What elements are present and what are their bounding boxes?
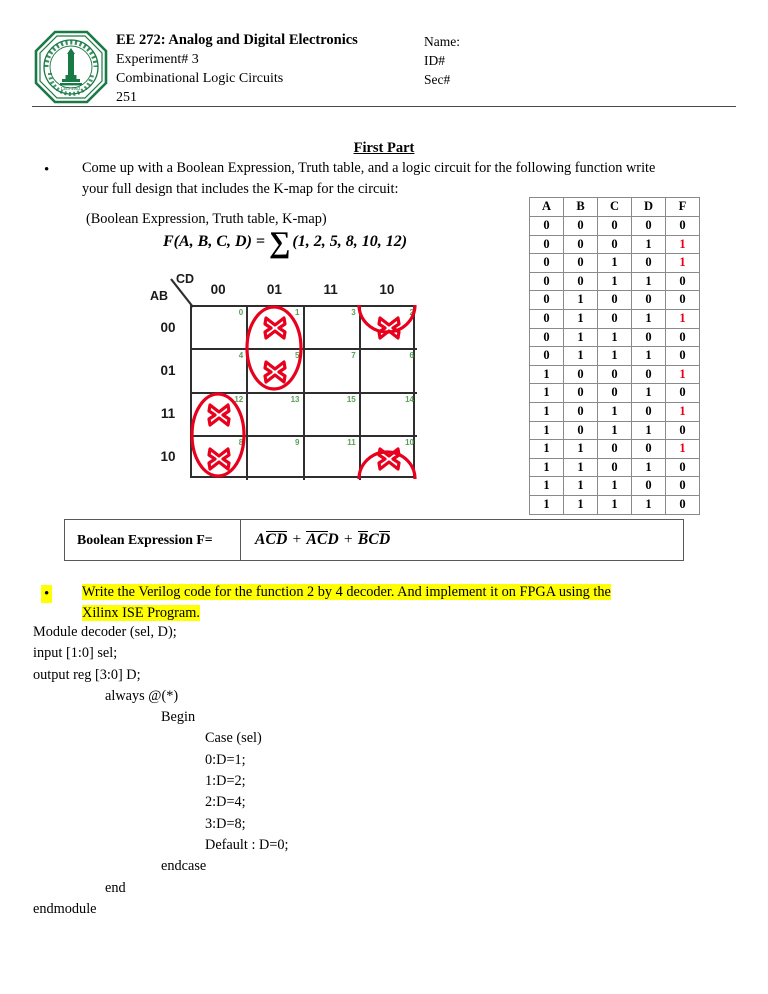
kmap-row-header: AB (150, 289, 169, 303)
truth-table-header-c: C (598, 198, 632, 217)
truth-table-cell-d: 1 (632, 495, 666, 514)
truth-table-cell-c: 1 (598, 402, 632, 421)
truth-table-header-row (530, 198, 700, 217)
code-line-begin: Begin (161, 709, 196, 726)
truth-table-cell-b: 0 (564, 254, 598, 273)
kmap-cell-9 (248, 437, 304, 480)
truth-table-cell-d: 1 (632, 235, 666, 254)
truth-table-cell-d: 0 (632, 365, 666, 384)
kmap-cell-index: 12 (234, 394, 244, 404)
truth-table-cell-f: 0 (666, 495, 700, 514)
truth-table-cell-f: 0 (666, 384, 700, 403)
kmap-cell-index: 2 (409, 308, 414, 317)
truth-table-cell-d: 0 (632, 254, 666, 273)
table-row (530, 384, 700, 403)
header-divider (32, 106, 736, 107)
kmap-cell-8 (192, 437, 248, 480)
function-lhs: F(A, B, C, D) = (163, 233, 266, 250)
truth-table-cell-b: 0 (564, 384, 598, 403)
kmap-cell-index: 7 (351, 351, 356, 361)
truth-table-cell-c: 1 (598, 477, 632, 496)
kmap-cell-11 (305, 437, 361, 480)
boolean-expression-value (241, 531, 390, 549)
bool-term3-b: B (357, 531, 369, 548)
table-row (530, 402, 700, 421)
truth-table-cell-c: 0 (598, 235, 632, 254)
bullet-marker-icon: • (44, 162, 50, 178)
kmap-cell-index: 15 (346, 394, 356, 404)
boolean-expression-label: Boolean Expression F= (65, 520, 241, 560)
bullet-text: Come up with a Boolean Expression, Truth table, and a logic circuit for the following function write your full design that includes the K-map for the circuit: (82, 160, 656, 197)
kmap-cell-index: 13 (290, 394, 300, 404)
kmap-cell-14 (361, 394, 417, 437)
kmap-col-label-1: 01 (266, 282, 282, 297)
truth-table-cell-b: 1 (564, 291, 598, 310)
truth-table-cell-b: 1 (564, 458, 598, 477)
bool-term3-c: C (368, 531, 379, 548)
function-equation (163, 226, 408, 259)
function-minterms: (1, 2, 5, 8, 10, 12) (292, 233, 408, 250)
truth-table-cell-f: 1 (666, 365, 700, 384)
truth-table-header-a: A (530, 198, 564, 217)
kmap-cell-index: 1 (295, 308, 300, 317)
truth-table-header-d: D (632, 198, 666, 217)
bullet-marker-icon: • (41, 585, 52, 603)
truth-table-cell-a: 0 (530, 291, 564, 310)
truth-table-cell-c: 0 (598, 458, 632, 477)
kmap-cell-index: 10 (405, 437, 414, 447)
truth-table-cell-b: 0 (564, 272, 598, 291)
field-id-label: ID# (424, 53, 445, 68)
truth-table-cell-c: 0 (598, 365, 632, 384)
truth-table-cell-d: 0 (632, 440, 666, 459)
kmap-cell-10 (361, 437, 417, 480)
kmap-cell-index: 0 (238, 308, 244, 317)
truth-table-cell-b: 0 (564, 365, 598, 384)
truth-table-cell-c: 0 (598, 309, 632, 328)
kmap-cell-index: 5 (295, 351, 300, 361)
kmap-col-label-3: 10 (379, 282, 395, 297)
code-line-case-0: 0:D=1; (205, 751, 246, 768)
course-title: EE 272: Analog and Digital Electronics (116, 32, 358, 48)
table-row (530, 477, 700, 496)
truth-table-cell-d: 0 (632, 477, 666, 496)
table-row (530, 309, 700, 328)
bool-term1-a: A (255, 531, 266, 548)
table-row (530, 347, 700, 366)
table-row (530, 235, 700, 254)
truth-table-cell-a: 0 (530, 254, 564, 273)
table-row (530, 254, 700, 273)
truth-table-cell-b: 0 (564, 421, 598, 440)
table-row (530, 421, 700, 440)
truth-table-cell-c: 1 (598, 421, 632, 440)
truth-table-cell-c: 1 (598, 328, 632, 347)
field-name-label: Name: (424, 34, 460, 49)
truth-table-cell-a: 1 (530, 384, 564, 403)
truth-table-cell-c: 1 (598, 272, 632, 291)
kmap-grid (190, 305, 415, 478)
truth-table-cell-f: 0 (666, 458, 700, 477)
truth-table-cell-f: 1 (666, 309, 700, 328)
truth-table-header-b: B (564, 198, 598, 217)
truth-table (529, 197, 700, 515)
kmap-cell-index: 4 (238, 351, 244, 361)
kmap-x-mark-icon (262, 359, 288, 385)
truth-table-cell-a: 0 (530, 272, 564, 291)
table-row (530, 291, 700, 310)
field-sec-label: Sec# (424, 72, 451, 87)
truth-table-cell-d: 1 (632, 272, 666, 291)
truth-table-cell-b: 1 (564, 328, 598, 347)
truth-table-header-f: F (666, 198, 700, 217)
table-row (530, 217, 700, 236)
truth-table-cell-f: 0 (666, 328, 700, 347)
truth-table-cell-f: 1 (666, 440, 700, 459)
truth-table-cell-a: 0 (530, 309, 564, 328)
header-student-fields (424, 32, 624, 89)
kmap-row-label-1: 01 (160, 363, 176, 378)
truth-table-cell-d: 1 (632, 347, 666, 366)
truth-table-cell-d: 0 (632, 402, 666, 421)
truth-table-cell-c: 1 (598, 347, 632, 366)
code-line-case-2: 2:D=4; (205, 794, 246, 811)
truth-table-cell-f: 0 (666, 421, 700, 440)
kmap-x-mark-icon (262, 315, 288, 341)
truth-table-cell-c: 0 (598, 384, 632, 403)
code-line-case-3: 3:D=8; (205, 815, 246, 832)
bullet2-text (82, 582, 676, 624)
truth-table-cell-a: 0 (530, 347, 564, 366)
truth-table-cell-b: 1 (564, 440, 598, 459)
truth-table-cell-c: 1 (598, 254, 632, 273)
bool-term1-bar: CD (265, 531, 288, 548)
table-row (530, 440, 700, 459)
truth-table-cell-f: 0 (666, 217, 700, 236)
truth-table-cell-b: 1 (564, 477, 598, 496)
truth-table-cell-d: 0 (632, 291, 666, 310)
truth-table-cell-f: 0 (666, 477, 700, 496)
code-line-default: Default : D=0; (205, 836, 289, 853)
truth-table-cell-c: 0 (598, 217, 632, 236)
truth-table-cell-f: 1 (666, 254, 700, 273)
table-row (530, 458, 700, 477)
truth-table-cell-a: 1 (530, 458, 564, 477)
bool-plus-1: + (292, 531, 302, 548)
truth-table-cell-a: 1 (530, 440, 564, 459)
kmap-row-label-2: 11 (160, 406, 176, 421)
section-title-text: First Part (353, 140, 415, 156)
kmap-row-label-0: 00 (160, 320, 176, 335)
kmap-cell-2 (361, 307, 417, 350)
experiment-line: Experiment# 3 (116, 52, 199, 67)
code-line-output: output reg [3:0] D; (33, 666, 141, 683)
code-line-always: always @(*) (105, 687, 179, 704)
kmap-col-label-0: 00 (210, 282, 226, 297)
truth-table-cell-a: 0 (530, 235, 564, 254)
code-line-endcase: endcase (161, 858, 207, 875)
section-title (0, 140, 768, 157)
kmap-x-mark-icon (376, 315, 402, 341)
table-row (530, 328, 700, 347)
kmap-cell-index: 8 (238, 437, 244, 447)
bullet2-line1: Write the Verilog code for the function 2 by 4 decoder. And implement it on FPGA using the (82, 584, 611, 600)
truth-table-cell-f: 0 (666, 272, 700, 291)
kmap-x-mark-icon (206, 446, 232, 472)
kfupm-seal-logo (32, 28, 110, 106)
truth-table-cell-d: 0 (632, 217, 666, 236)
karnaugh-map (150, 272, 425, 484)
truth-table-cell-a: 1 (530, 495, 564, 514)
table-row (530, 272, 700, 291)
deliverables-note: (Boolean Expression, Truth table, K-map) (86, 211, 327, 227)
table-row (530, 495, 700, 514)
verilog-code-block (33, 622, 533, 920)
code-line-input: input [1:0] sel; (33, 645, 118, 662)
kmap-cell-7 (305, 350, 361, 393)
truth-table-cell-f: 0 (666, 347, 700, 366)
truth-table-cell-b: 1 (564, 495, 598, 514)
truth-table-cell-d: 1 (632, 421, 666, 440)
code-line-module: Module decoder (sel, D); (33, 624, 177, 640)
kmap-cell-0 (192, 307, 248, 350)
truth-table-cell-a: 1 (530, 477, 564, 496)
kmap-cell-6 (361, 350, 417, 393)
truth-table-cell-f: 1 (666, 402, 700, 421)
bullet2-line2: Xilinx ISE Program. (82, 605, 200, 621)
truth-table-cell-b: 0 (564, 402, 598, 421)
kmap-cell-index: 14 (405, 394, 414, 404)
kmap-cell-15 (305, 394, 361, 437)
code-line-case: Case (sel) (205, 730, 262, 747)
kmap-cell-index: 11 (347, 437, 356, 447)
truth-table-cell-d: 1 (632, 384, 666, 403)
kmap-cell-5 (248, 350, 304, 393)
page-header (32, 28, 736, 108)
bool-term2-bar: AC (306, 531, 328, 548)
header-title-block (116, 31, 426, 107)
truth-table-cell-d: 1 (632, 458, 666, 477)
kmap-cell-4 (192, 350, 248, 393)
kmap-col-label-2: 11 (323, 282, 338, 297)
bool-term2-tail: D (327, 531, 339, 548)
truth-table-cell-a: 1 (530, 402, 564, 421)
kmap-cell-1 (248, 307, 304, 350)
bool-term3-d: D (378, 531, 391, 548)
code-line-endmodule: endmodule (33, 900, 97, 917)
kmap-cell-index: 9 (295, 437, 300, 447)
code-line-case-1: 1:D=2; (205, 773, 246, 790)
kmap-x-mark-icon (376, 446, 402, 472)
kmap-row-label-3: 10 (160, 449, 176, 464)
kmap-cell-13 (248, 394, 304, 437)
truth-table-cell-a: 1 (530, 365, 564, 384)
truth-table-cell-c: 0 (598, 440, 632, 459)
truth-table-cell-c: 0 (598, 291, 632, 310)
truth-table-cell-a: 0 (530, 217, 564, 236)
kmap-cell-3 (305, 307, 361, 350)
truth-table-cell-f: 0 (666, 291, 700, 310)
truth-table-cell-c: 1 (598, 495, 632, 514)
table-row (530, 365, 700, 384)
truth-table-cell-f: 1 (666, 235, 700, 254)
kmap-cell-12 (192, 394, 248, 437)
kmap-col-header: CD (176, 272, 195, 286)
summation-icon: ∑ (269, 226, 291, 259)
term-line: 251 (116, 90, 137, 105)
kmap-cell-index: 3 (351, 308, 356, 317)
truth-table-cell-d: 1 (632, 309, 666, 328)
bullet-item-design-task (44, 158, 684, 200)
bullet-item-verilog-task (44, 582, 676, 624)
bool-plus-2: + (343, 531, 353, 548)
truth-table-cell-b: 0 (564, 235, 598, 254)
code-line-end: end (105, 879, 126, 896)
truth-table-cell-d: 0 (632, 328, 666, 347)
truth-table-cell-a: 0 (530, 328, 564, 347)
truth-table-cell-b: 0 (564, 217, 598, 236)
kmap-cell-index: 6 (409, 351, 414, 361)
boolean-expression-box (64, 519, 684, 561)
truth-table-cell-b: 1 (564, 347, 598, 366)
kmap-x-mark-icon (206, 402, 232, 428)
truth-table-cell-a: 1 (530, 421, 564, 440)
topic-line: Combinational Logic Circuits (116, 71, 284, 86)
svg-text:1383 ‏ 1963: 1383 ‏ 1963 (60, 86, 82, 91)
truth-table-cell-b: 1 (564, 309, 598, 328)
